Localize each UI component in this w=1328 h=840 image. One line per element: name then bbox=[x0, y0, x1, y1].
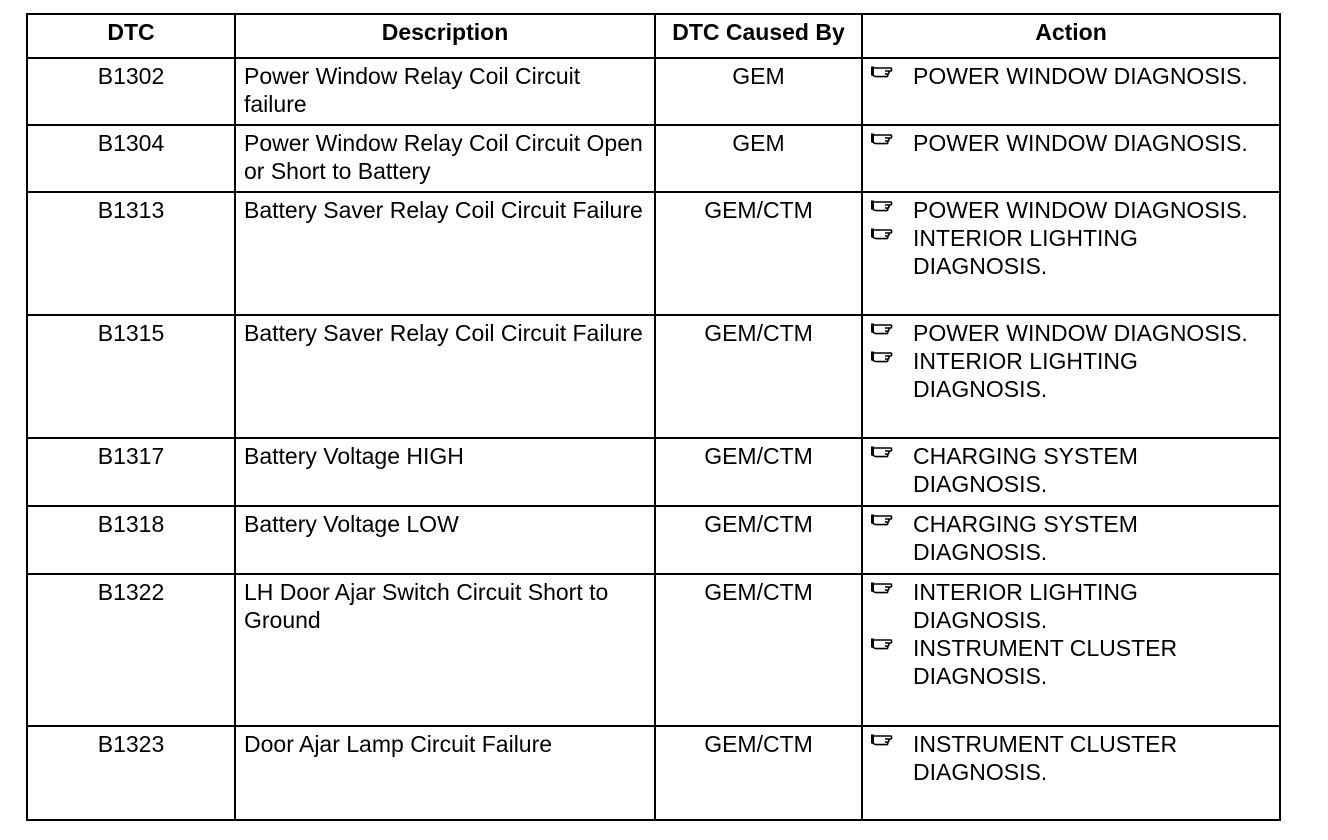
action-item bbox=[871, 196, 1273, 224]
action-item bbox=[871, 730, 1273, 786]
action-item bbox=[871, 129, 1273, 157]
dtc-code: B1317 bbox=[27, 438, 235, 506]
action-item bbox=[871, 319, 1273, 347]
dtc-description: Power Window Relay Coil Circuit Open or Short to Battery bbox=[235, 125, 655, 192]
dtc-action bbox=[862, 192, 1280, 315]
table-row bbox=[27, 315, 1280, 438]
dtc-code: B1323 bbox=[27, 726, 235, 820]
table-row bbox=[27, 58, 1280, 125]
action-item bbox=[871, 62, 1273, 90]
dtc-caused-by: GEM/CTM bbox=[655, 506, 862, 574]
dtc-action bbox=[862, 574, 1280, 726]
action-item bbox=[871, 347, 1273, 403]
action-item bbox=[871, 442, 1273, 498]
pointing-hand-icon bbox=[871, 349, 901, 363]
header-caused-by: DTC Caused By bbox=[655, 14, 862, 58]
header-row bbox=[27, 14, 1280, 58]
action-link[interactable]: POWER WINDOW DIAGNOSIS. bbox=[913, 63, 1248, 89]
dtc-description: Battery Voltage LOW bbox=[235, 506, 655, 574]
pointing-hand-icon bbox=[871, 636, 901, 650]
dtc-description: LH Door Ajar Switch Circuit Short to Ground bbox=[235, 574, 655, 726]
table-row bbox=[27, 125, 1280, 192]
pointing-hand-icon bbox=[871, 198, 901, 212]
dtc-caused-by: GEM/CTM bbox=[655, 192, 862, 315]
dtc-caused-by: GEM/CTM bbox=[655, 438, 862, 506]
action-item bbox=[871, 510, 1273, 566]
pointing-hand-icon bbox=[871, 131, 901, 145]
table-row bbox=[27, 726, 1280, 820]
dtc-caused-by: GEM/CTM bbox=[655, 315, 862, 438]
action-link[interactable]: INTERIOR LIGHTING DIAGNOSIS. bbox=[913, 579, 1138, 633]
pointing-hand-icon bbox=[871, 580, 901, 594]
action-item bbox=[871, 578, 1273, 634]
table-row bbox=[27, 506, 1280, 574]
action-item bbox=[871, 634, 1273, 690]
dtc-description: Door Ajar Lamp Circuit Failure bbox=[235, 726, 655, 820]
dtc-code: B1318 bbox=[27, 506, 235, 574]
pointing-hand-icon bbox=[871, 732, 901, 746]
action-link[interactable]: CHARGING SYSTEM DIAGNOSIS. bbox=[913, 443, 1138, 497]
header-action: Action bbox=[862, 14, 1280, 58]
dtc-code: B1302 bbox=[27, 58, 235, 125]
table-row bbox=[27, 438, 1280, 506]
dtc-caused-by: GEM bbox=[655, 58, 862, 125]
header-dtc: DTC bbox=[27, 14, 235, 58]
action-link[interactable]: INTERIOR LIGHTING DIAGNOSIS. bbox=[913, 225, 1138, 279]
dtc-action bbox=[862, 315, 1280, 438]
action-link[interactable]: POWER WINDOW DIAGNOSIS. bbox=[913, 197, 1248, 223]
dtc-description: Battery Saver Relay Coil Circuit Failure bbox=[235, 192, 655, 315]
dtc-description: Battery Voltage HIGH bbox=[235, 438, 655, 506]
action-link[interactable]: POWER WINDOW DIAGNOSIS. bbox=[913, 320, 1248, 346]
pointing-hand-icon bbox=[871, 64, 901, 78]
dtc-description: Battery Saver Relay Coil Circuit Failure bbox=[235, 315, 655, 438]
dtc-caused-by: GEM/CTM bbox=[655, 726, 862, 820]
action-link[interactable]: INTERIOR LIGHTING DIAGNOSIS. bbox=[913, 348, 1138, 402]
table-row bbox=[27, 192, 1280, 315]
header-description: Description bbox=[235, 14, 655, 58]
dtc-action bbox=[862, 58, 1280, 125]
pointing-hand-icon bbox=[871, 321, 901, 335]
dtc-action bbox=[862, 125, 1280, 192]
dtc-code: B1313 bbox=[27, 192, 235, 315]
pointing-hand-icon bbox=[871, 444, 901, 458]
dtc-action bbox=[862, 726, 1280, 820]
dtc-caused-by: GEM/CTM bbox=[655, 574, 862, 726]
dtc-code: B1322 bbox=[27, 574, 235, 726]
table-row bbox=[27, 574, 1280, 726]
dtc-code: B1304 bbox=[27, 125, 235, 192]
pointing-hand-icon bbox=[871, 226, 901, 240]
action-link[interactable]: CHARGING SYSTEM DIAGNOSIS. bbox=[913, 511, 1138, 565]
action-link[interactable]: INSTRUMENT CLUSTER DIAGNOSIS. bbox=[913, 731, 1178, 785]
action-link[interactable]: POWER WINDOW DIAGNOSIS. bbox=[913, 130, 1248, 156]
dtc-caused-by: GEM bbox=[655, 125, 862, 192]
dtc-table bbox=[26, 13, 1281, 821]
action-link[interactable]: INSTRUMENT CLUSTER DIAGNOSIS. bbox=[913, 635, 1178, 689]
pointing-hand-icon bbox=[871, 512, 901, 526]
action-item bbox=[871, 224, 1273, 280]
dtc-action bbox=[862, 438, 1280, 506]
dtc-code: B1315 bbox=[27, 315, 235, 438]
dtc-action bbox=[862, 506, 1280, 574]
dtc-description: Power Window Relay Coil Circuit failure bbox=[235, 58, 655, 125]
